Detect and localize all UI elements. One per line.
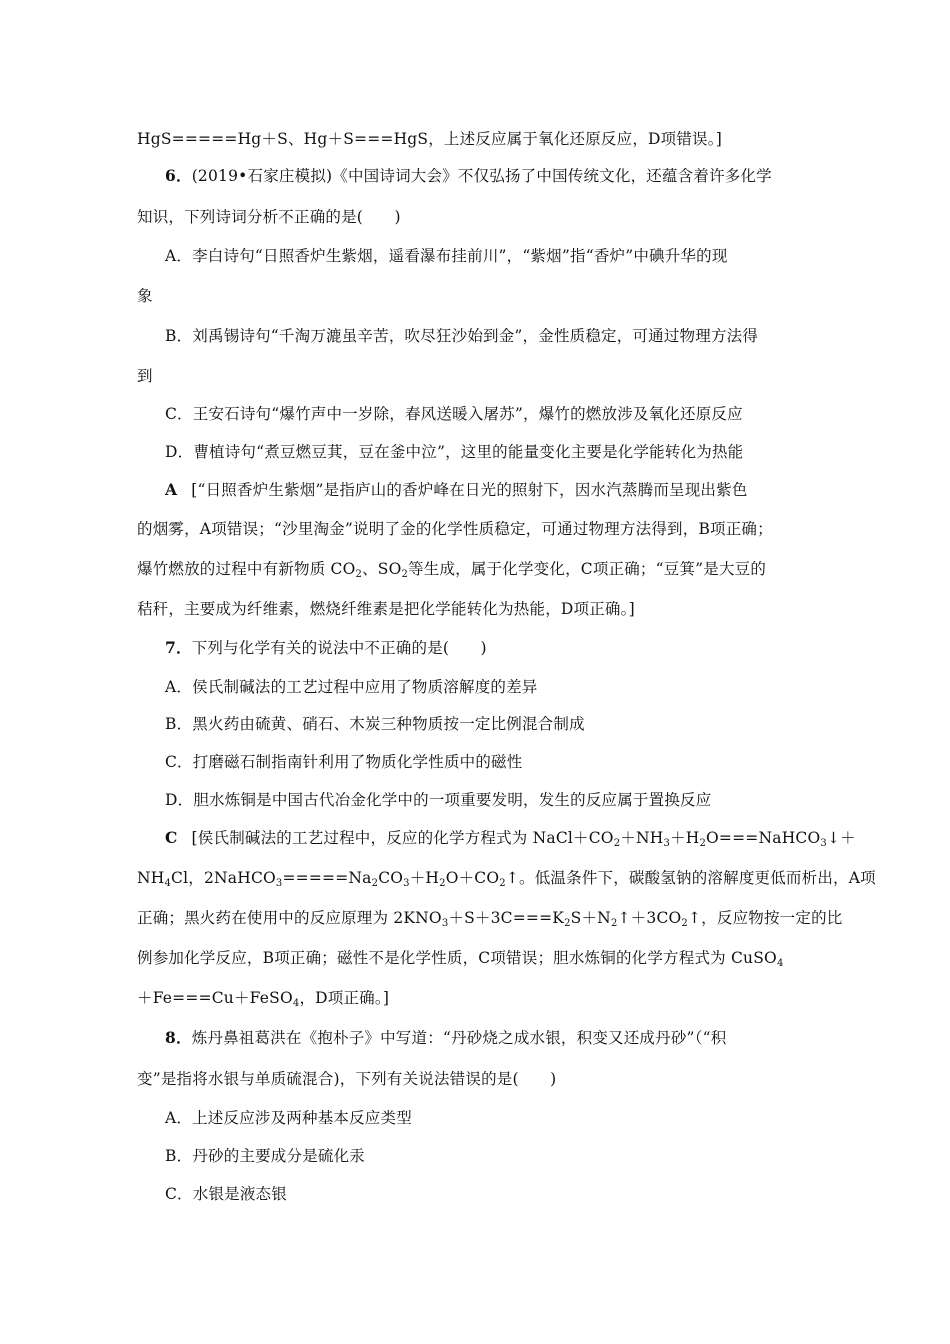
subscript: 3 [275,878,283,889]
text-run: ↑。低温条件下，碳酸氢钠的溶解度更低而析出，A项 [505,869,876,887]
text-run: C．打磨磁石制指南针利用了物质化学性质中的磁性 [165,753,523,771]
subscript: 2 [681,918,688,929]
text-run: ，D项正确。] [299,989,390,1007]
question-8-stem [165,1027,845,1049]
text-run: 的烟雾，A项错误；“沙里淘金”说明了金的化学性质稳定，可通过物理方法得到，B项正确； [137,520,773,538]
text-run: 下列与化学有关的说法中不正确的是( ) [191,639,487,657]
text-run: 到 [137,367,153,385]
text-run: A．上述反应涉及两种基本反应类型 [165,1109,412,1127]
text-run: 炼丹鼻祖葛洪在《抱朴子》中写道：“丹砂烧之成水银，积变又还成丹砂”（“积 [191,1029,727,1047]
option-a [165,676,845,698]
text-run: 、SO [362,560,402,578]
text-run: 爆竹燃放的过程中有新物质 CO [137,560,356,578]
subscript: 2 [371,878,379,889]
text-line [137,987,817,1009]
text-run: CO [378,869,404,887]
option-c [165,751,845,773]
text-run: 象 [137,287,153,305]
question-6-stem [165,165,845,187]
option-b [165,1145,845,1167]
option-b [165,713,845,735]
option-a [165,245,845,267]
text-run: S＋N [570,909,611,927]
subscript: 2 [499,878,506,889]
text-run: D．胆水炼铜是中国古代冶金化学中的一项重要发明，发生的反应属于置换反应 [165,791,712,809]
subscript: 2 [401,569,409,580]
subscript: 4 [164,878,172,889]
text-run: (2019•石家庄模拟)《中国诗词大会》不仅弘扬了中国传统文化，还蕴含着许多化学 [191,167,772,185]
text-run: ＋NH [620,829,664,847]
text-run: ↑，反应物按一定的比 [687,909,843,927]
text-line [137,947,817,969]
question-number: 8． [165,1028,192,1047]
question-7-stem [165,637,845,659]
text-line [137,867,876,889]
subscript: 3 [663,838,671,849]
text-run: ↓＋ [826,829,856,847]
subscript: 3 [403,878,410,889]
text-run: 知识，下列诗词分析不正确的是( ) [137,208,401,226]
text-run: [侯氏制碱法的工艺过程中，反应的化学方程式为 NaCl＋CO [191,829,614,847]
answer-6 [165,479,845,501]
subscript: 2 [610,918,618,929]
text-run: ＋Fe===Cu＋FeSO [137,989,293,1007]
text-line [137,907,843,929]
text-run: ↑＋3CO [617,909,682,927]
answer-7 [165,827,856,849]
text-run: A．李白诗句“日照香炉生紫烟，遥看瀑布挂前川”，“紫烟”指“香炉”中碘升华的现 [165,247,728,265]
text-run: A．侯氏制碱法的工艺过程中应用了物质溶解度的差异 [165,678,538,696]
subscript: 4 [776,958,784,969]
text-run: O===NaHCO [706,829,821,847]
text-run: O＋CO [445,869,500,887]
text-run: D．曹植诗句“煮豆燃豆萁，豆在釜中泣”，这里的能量变化主要是化学能转化为热能 [165,443,744,461]
answer-letter: A [165,480,178,499]
subscript: 2 [564,918,571,929]
option-a [165,1107,845,1129]
text-line [137,1068,817,1090]
text-run: 正确；黑火药在使用中的反应原理为 2KNO [137,909,442,927]
text-run: B．刘禹锡诗句“千淘万漉虽辛苦，吹尽狂沙始到金”，金性质稳定，可通过物理方法得 [165,327,759,345]
text-run: 例参加化学反应，B项正确；磁性不是化学性质，C项错误；胆水炼铜的化学方程式为 CuSO [137,949,777,967]
option-d [165,789,845,811]
question-number: 7． [165,638,192,657]
text-run: B．黑火药由硫黄、硝石、木炭三种物质按一定比例混合制成 [165,715,585,733]
subscript: 4 [292,998,300,1009]
subscript: 3 [820,838,827,849]
text-run: 等生成，属于化学变化，C项正确；“豆箕”是大豆的 [408,560,767,578]
text-run: [“日照香炉生紫烟”是指庐山的香炉峰在日光的照射下，因水汽蒸腾而呈现出紫色 [191,481,748,499]
text-line [137,558,817,580]
text-run: ＋H [670,829,700,847]
text-run: C．水银是液态银 [165,1185,287,1203]
text-run: ＋H [409,869,440,887]
option-c [165,1183,845,1205]
subscript: 2 [355,569,363,580]
text-run: =====Na [282,869,372,887]
question-number: 6． [165,166,192,185]
text-run: B．丹砂的主要成分是硫化汞 [165,1147,365,1165]
text-line [137,518,817,540]
subscript: 2 [439,878,446,889]
answer-letter: C [165,828,178,847]
subscript: 2 [613,838,621,849]
text-line [137,598,817,620]
subscript: 2 [699,838,707,849]
text-line [137,365,817,387]
text-run: Cl，2NaHCO [171,869,276,887]
text-line [137,285,817,307]
text-run: ＋S＋3C===K [448,909,565,927]
subscript: 3 [441,918,449,929]
text-run: 秸秆，主要成为纤维素，燃烧纤维素是把化学能转化为热能，D项正确。] [137,600,635,618]
text-line [137,206,817,228]
text-line [137,128,817,150]
text-run: 变”是指将水银与单质硫混合)，下列有关说法错误的是( ) [137,1070,557,1088]
text-run: C．王安石诗句“爆竹声中一岁除，春风送暖入屠苏”，爆竹的燃放涉及氧化还原反应 [165,405,743,423]
text-run: NH [137,869,165,887]
option-c [165,403,845,425]
option-d [165,441,845,463]
text-run: HgS=====Hg＋S、Hg＋S===HgS，上述反应属于氧化还原反应，D项错误。] [137,130,722,148]
option-b [165,325,845,347]
